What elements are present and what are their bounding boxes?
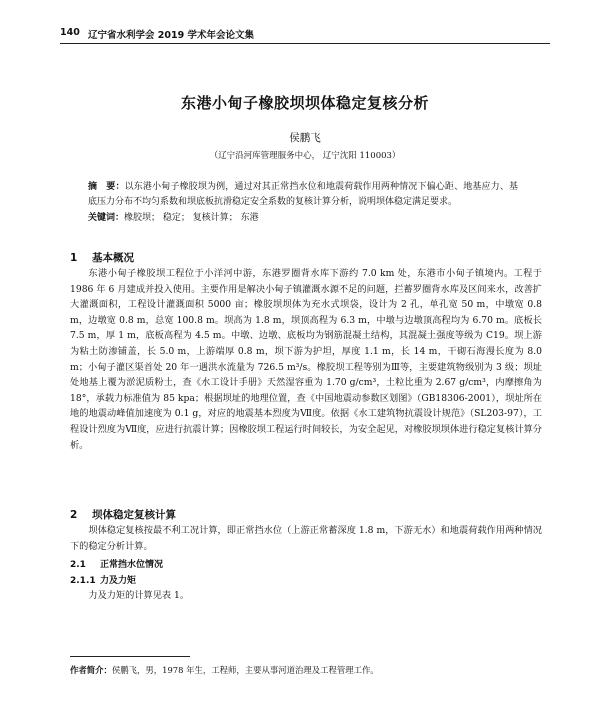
affiliation: （辽宁沿河库管理服务中心， 辽宁沈阳 110003） bbox=[209, 151, 401, 161]
section-2-heading bbox=[70, 507, 176, 522]
subsection-2-1-1-title: 力及力矩 bbox=[100, 576, 137, 586]
abstract-label: 摘 要： bbox=[88, 182, 125, 192]
section-2-title: 坝体稳定复核计算 bbox=[92, 509, 176, 521]
author-footnote bbox=[70, 664, 542, 676]
journal-title: 辽宁省水利学会 2019 学术年会论文集 bbox=[88, 30, 255, 41]
section-1-title: 基本概况 bbox=[92, 252, 134, 264]
subsection-2-1-1-paragraph bbox=[70, 588, 542, 604]
author: 侯鹏飞 bbox=[289, 132, 321, 144]
section-1-heading bbox=[70, 250, 134, 265]
subsection-2-1-1-heading bbox=[70, 573, 136, 586]
abstract-text: 以东港小甸子橡胶坝为例，通过对其正常挡水位和地震荷载作用两种情况下偏心距、地基应力、基底压力分布不均匀系数和坝底板抗滑稳定安全系数的复核计算分析，说明坝体稳定满足要求。 bbox=[88, 182, 518, 207]
subsection-2-1-title: 正常挡水位情况 bbox=[100, 560, 164, 570]
footnote-rule bbox=[70, 656, 190, 657]
subsection-2-1-heading bbox=[70, 557, 163, 570]
subsection-2-1-1-text: 力及力矩的计算见表 1。 bbox=[88, 590, 190, 601]
keywords-label: 关键词： bbox=[88, 213, 125, 223]
subsection-2-1-1-number: 2.1.1 bbox=[70, 576, 96, 586]
section-1-paragraph bbox=[70, 266, 542, 453]
footnote-label: 作者简介： bbox=[70, 665, 112, 675]
paper-title: 东港小甸子橡胶坝坝体稳定复核分析 bbox=[180, 94, 429, 112]
abstract bbox=[88, 180, 518, 209]
subsection-2-1-number: 2.1 bbox=[70, 560, 86, 570]
running-header bbox=[60, 27, 550, 41]
section-2-number: 2 bbox=[70, 509, 78, 521]
section-1-text: 东港小甸子橡胶坝工程位于小洋河中游，东港罗圈背水库下游约 7.0 km 处，东港市小甸子镇境内。工程于 1986 年 6 月建成并投入使用。主要作用是解决小甸子镇灌溉水源不足的问题，拦蓄罗圈背水库及区间来水，改善扩大灌溉面积，工程设计灌溉面积 5000 亩；橡胶坝坝体为充水式坝袋，设计为 2 孔，单孔宽 50 m，中墩宽 0.8 m，边墩宽 0.8 m，总宽 100.8 m。坝高为 1.8 m，坝顶高程为 6.3 m，中墩与边墩顶高程均为 6.70 m。底板长 7.5 m，厚 1 m，底板高程为 4.5 m。中墩、边墩、底板均为钢筋混凝土结构，其混凝土强度等级为 C19。坝上游为粘土防渗铺盖，长 5.0 m，上游端厚 0.8 m，坝下游为护坦，厚度 1.1 m，长 14 m，干砌石海漫长度为 8.0 m；小甸子灌区渠首处 20 年一遇洪水流量为 726.5 m³/s。橡胶坝工程等别为Ⅲ等，主要建筑物级别为 3 级；坝址处地基上覆为淤泥质粉土，查《水工设计手册》天然湿容重为 1.70 g/cm³，土粒比重为 2.67 g/cm³，内摩擦角为 18°，承载力标准值为 85 kpa；根据坝址的地理位置，查《中国地震动参数区划图》（GB18306-2001），坝址所在地的地震动峰值加速度为 0.1 g，对应的地震基本烈度为Ⅶ度。依据《水工建筑物抗震设计规范》（SL203-97），工程设计烈度为Ⅶ度，应进行抗震计算；因橡胶坝工程运行时间较长，为安全起见，对橡胶坝坝体进行稳定复核计算分析。 bbox=[70, 268, 542, 451]
keywords-text: 橡胶坝； 稳定； 复核计算； 东港 bbox=[124, 213, 259, 223]
section-2-text: 坝体稳定复核按最不利工况计算，即正常挡水位（上游正常蓄深度 1.8 m，下游无水）和地震荷载作用两种情况下的稳定分析计算。 bbox=[70, 525, 542, 552]
section-1-number: 1 bbox=[70, 252, 78, 264]
page-number: 140 bbox=[60, 27, 80, 38]
keywords bbox=[88, 211, 518, 225]
footnote-text: 侯鹏飞，男，1978 年生，工程师，主要从事河道治理及工程管理工作。 bbox=[111, 665, 379, 675]
header-rule bbox=[60, 43, 550, 44]
section-2-paragraph bbox=[70, 523, 542, 554]
